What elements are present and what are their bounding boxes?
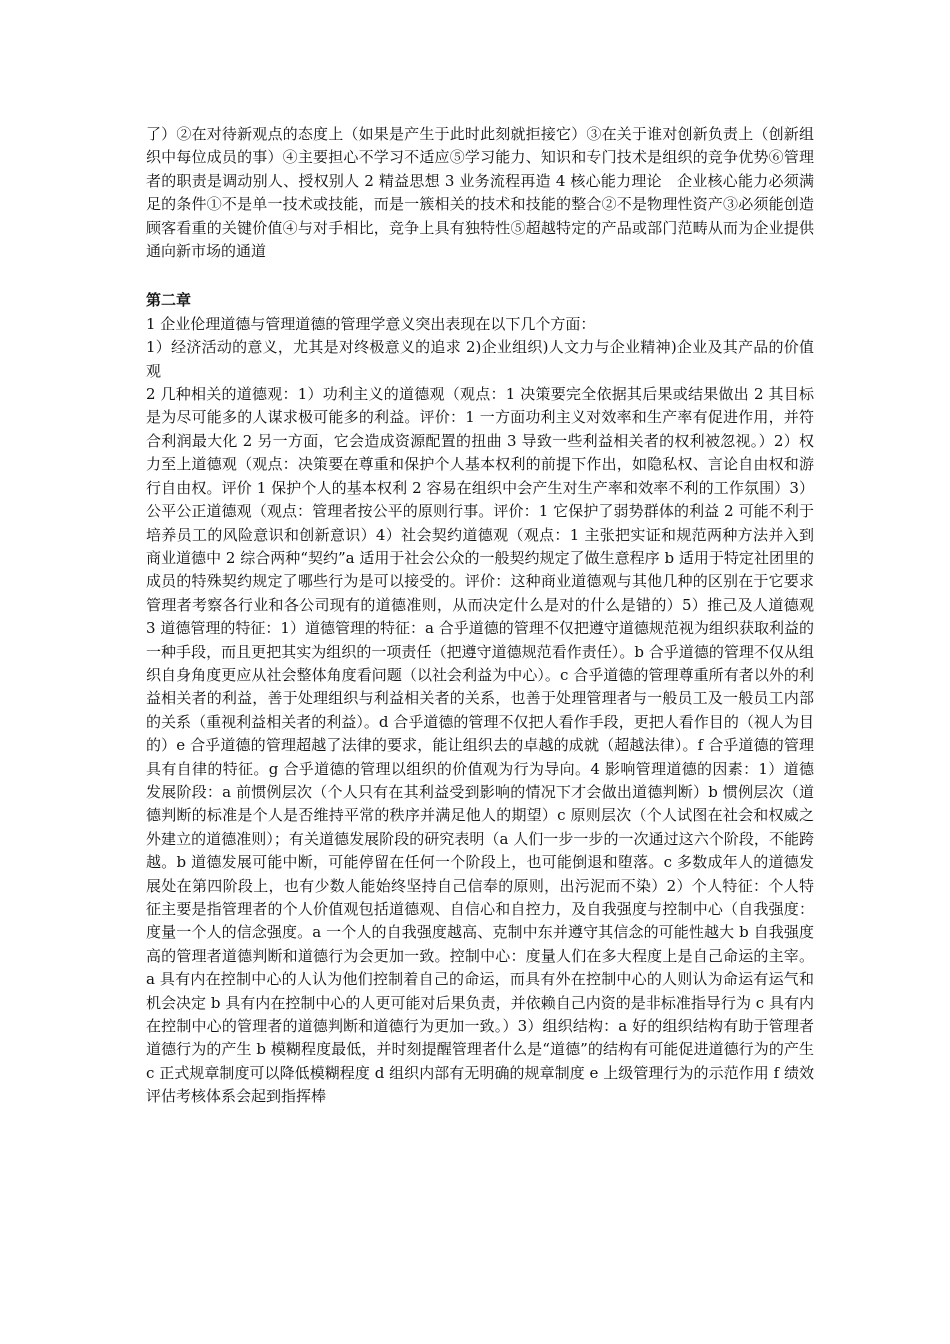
chapter-body: 2 几种相关的道德观：1）功利主义的道德观（观点：1 决策要完全依据其后果或结果做出 2 其目标是为尽可能多的人谋求极可能多的利益。评价：1 一方面功利主义对效率和生产率有促进作用，并符合利润最大化 2 另一方面，它会造成资源配置的扭曲 3 导致一些利益相关者的权利被忽视。）2）权力至上道德观（观点：决策要在尊重和保护个人基本权利的前提下作出，如隐私权、言论自由权和游行自由权。评价 1 保护个人的基本权利 2 容易在组织中会产生对生产率和效率不利的工作氛围）3）公平公正道德观（观点：管理者按公平的原则行事。评价：1 它保护了弱势群体的利益 2 可能不利于培养员工的风险意识和创新意识）4）社会契约道德观（观点：1 主张把实证和规范两种方法并入到商业道德中 2 综合两种“契约”a 适用于社会公众的一般契约规定了做生意程序 b 适用于特定社团里的成员的特殊契约规定了哪些行为是可以接受的。评价：这种商业道德观与其他几种的区别在于它要求管理者考察各行业和各公司现有的道德准则，从而决定什么是对的什么是错的）5）推己及人道德观 3 道德管理的特征：1）道德管理的特征：a 合乎道德的管理不仅把遵守道德规范视为组织获取利益的一种手段，而且更把其实为组织的一项责任（把遵守道德规范看作责任）。b 合乎道德的管理不仅从组织自身角度更应从社会整体角度看问题（以社会利益为中心）。c 合乎道德的管理尊重所有者以外的利益相关者的利益，善于处理组织与利益相关者的关系，也善于处理管理者与一般员工及一般员工内部的关系（重视利益相关者的利益）。d 合乎道德的管理不仅把人看作手段，更把人看作目的（视人为目的）e 合乎道德的管理超越了法律的要求，能让组织去的卓越的成就（超越法律）。f 合乎道德的管理具有自律的特征。g 合乎道德的管理以组织的价值观为行为导向。4 影响管理道德的因素：1）道德发展阶段：a 前惯例层次（个人只有在其利益受到影响的情况下才会做出道德判断）b 惯例层次（道德判断的标准是个人是否维持平常的秩序并满足他人的期望）c 原则层次（个人试图在社会和权威之外建立的道德准则）；有关道德发展阶段的研究表明（a 人们一步一步的一次通过这六个阶段，不能跨越。b 道德发展可能中断，可能停留在任何一个阶段上，也可能倒退和堕落。c 多数成年人的道德发展处在第四阶段上，也有少数人能始终坚持自己信奉的原则，出污泥而不染）2）个人特征：个人特征主要是指管理者的个人价值观包括道德观、自信心和自控力，及自我强度与控制中心（自我强度：度量一个人的信念强度。a 一个人的自我强度越高、克制中东并遵守其信念的可能性越大 b 自我强度高的管理者道德判断和道德行为会更加一致。控制中心：度量人们在多大程度上是自己命运的主宰。a 具有内在控制中心的人认为他们控制着自己的命运，而具有外在控制中心的人则认为命运有运气和机会决定 b 具有内在控制中心的人更可能对后果负责，并依赖自己内资的是非标准指导行为 c 具有内在控制中心的管理者的道德判断和道德行为更加一致。）3）组织结构：a 好的组织结构有助于管理者道德行为的产生 b 模糊程度最低，并时刻提醒管理者什么是“道德”的结构有可能促进道德行为的产生 c 正式规章制度可以降低模糊程度 d 组织内部有无明确的规章制度 e 上级管理行为的示范作用 f 绩效评估考核体系会起到指挥棒 [146,385,814,1106]
chapter-line-2: 1）经济活动的意义，尤其是对终极意义的追求 2)企业组织)人文力与企业精神)企业及其产品的价值观 [146,338,814,380]
intro-paragraph: 了）②在对待新观点的态度上（如果是产生于此时此刻就拒接它）③在关于谁对创新负责上（创新组织中每位成员的事）④主要担心不学习不适应⑤学习能力、知识和专门技术是组织的竞争优势⑥管理者的职责是调动别人、授权别人 2 精益思想 3 业务流程再造 4 核心能力理论 企业核心能力必须满足的条件①不是单一技术或技能，而是一簇相关的技术和技能的整合②不是物理性资产③必须能创造顾客看重的关键价值④与对手相比，竞争上具有独特性⑤超越特定的产品或部门范畴从而为企业提供通向新市场的通道 [146,125,814,261]
chapter-line-1: 1 企业伦理道德与管理道德的管理学意义突出表现在以下几个方面： [146,314,596,333]
chapter-heading: 第二章 [146,291,192,310]
paragraph-gap [146,263,814,289]
document-page [146,123,814,1109]
